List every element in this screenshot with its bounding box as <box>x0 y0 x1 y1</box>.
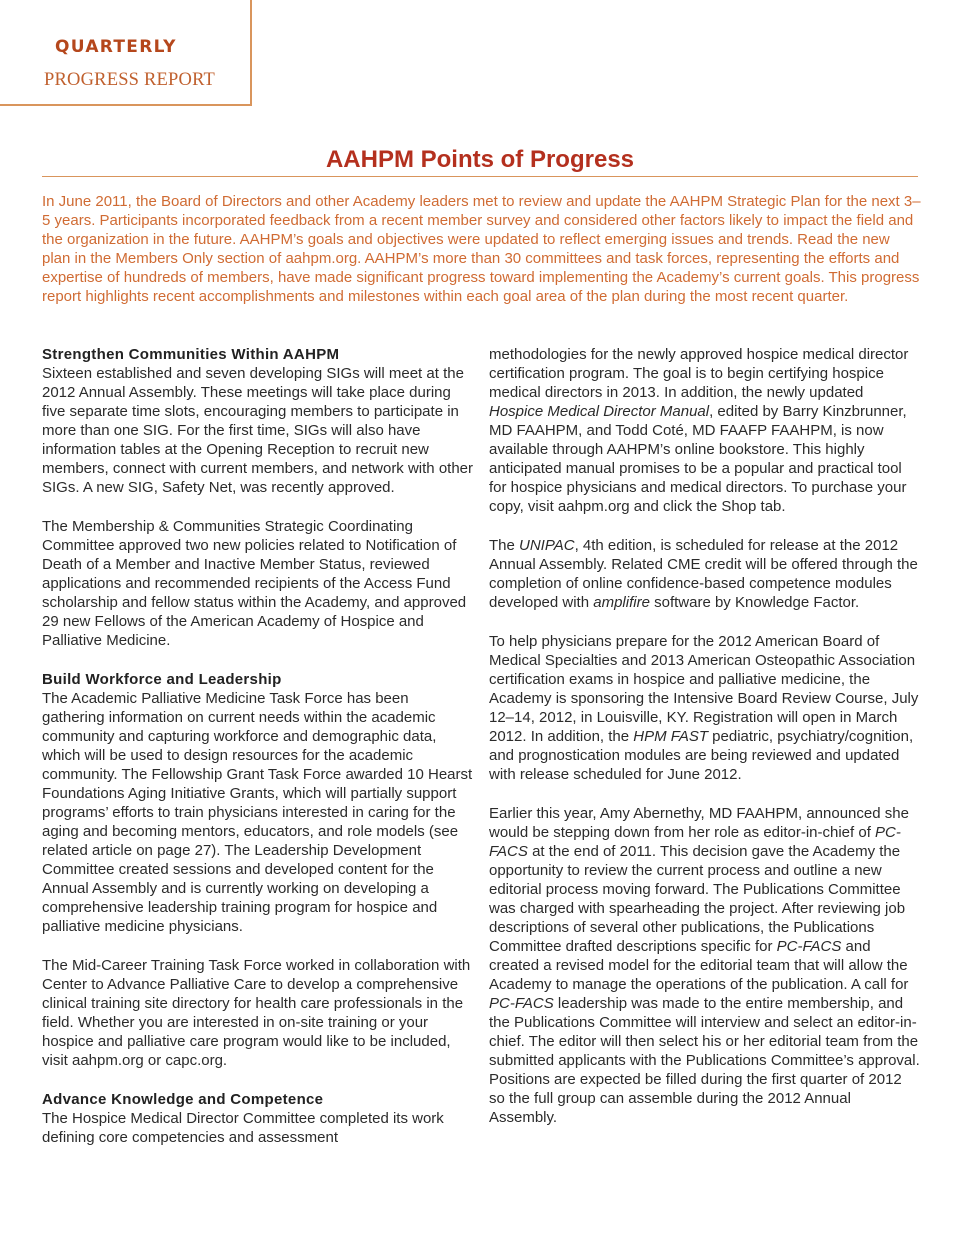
section-heading-knowledge: Advance Knowledge and Competence <box>42 1091 324 1108</box>
section-kicker-subtitle: PROGRESS REPORT <box>44 70 216 90</box>
paragraph: methodologies for the newly approved hospice medical director certification program. The goal is to begin certifying hospice medical directors in 2013. In addition, the newly updated Hospice Medical Director Manual, edited by Barry Kinzbrunner, MD FAAHPM, and Todd Coté, MD FAAFP FAAHPM, is now available through AAHPM’s online bookstore. This highly anticipated manual promises to be a popular and practical tool for hospice physicians and medical directors. To purchase your copy, visit aahpm.org and click the Shop tab. <box>489 346 909 515</box>
paragraph: The Mid-Career Training Task Force worked in collaboration with Center to Advance Palliative Care to develop a comprehensive clinical training site directory for health care professionals in the field. Whether you are interested in on-site training or your hospice and palliative care program would like to be included, visit aahpm.org or capc.org. <box>42 957 471 1069</box>
paragraph: The Academic Palliative Medicine Task Force has been gathering information on current needs within the academic community and capturing workforce and demographic data, which will be used to design resources for the academic community. The Fellowship Grant Task Force awarded 10 Hearst Foundations Aging Initiative Grants, which will partially support programs’ efforts to train physicians interested in caring for the aging and becoming mentors, educators, and role models (see related article on page 27). The Leadership Development Committee created sessions and developed content for the Annual Assembly and is currently working on developing a comprehensive leadership training program for hospice and palliative medicine physicians. <box>42 690 473 935</box>
product-title: UNIPAC <box>519 537 575 554</box>
publication-title: PC-FACS <box>489 824 901 860</box>
intro-paragraph: In June 2011, the Board of Directors and other Academy leaders met to review and update the AAHPM Strategic Plan for the next 3–5 years. Participants incorporated feedback from a recent member survey and considered other factors likely to impact the field and the organization in the future. AAHPM’s goals and objectives were updated to reflect emerging issues and trends. Read the new plan in the Members Only section of aahpm.org. AAHPM’s more than 30 committees and task forces, representing the efforts and expertise of hundreds of members, have made significant progress toward implementing the Academy’s current goals. This progress report highlights recent accomplishments and milestones within each goal area of the plan during the most recent quarter. <box>42 193 921 305</box>
section-kicker: QUARTERLY <box>55 37 177 57</box>
header-box <box>0 0 252 106</box>
right-column <box>489 345 921 1147</box>
paragraph: To help physicians prepare for the 2012 American Board of Medical Specialties and 2013 American Osteopathic Association certification exams in hospice and palliative medicine, the Academy is sponsoring the Intensive Board Review Course, July 12–14, 2012, in Louisville, KY. Registration will open in March 2012. In addition, the HPM FAST pediatric, psychiatry/cognition, and prognostication modules are being reviewed and updated with release scheduled for June 2012. <box>489 633 919 783</box>
section-heading-workforce: Build Workforce and Leadership <box>42 671 282 688</box>
publication-title: PC-FACS <box>489 995 554 1012</box>
book-title: Hospice Medical Director Manual <box>489 403 710 420</box>
paragraph: The UNIPAC, 4th edition, is scheduled for release at the 2012 Annual Assembly. Related CME credit will be offered through the completion of online confidence-based competence modules developed with amplifire software by Knowledge Factor. <box>489 537 918 611</box>
page-title: AAHPM Points of Progress <box>325 146 635 173</box>
title-divider <box>42 176 918 177</box>
publication-title: PC-FACS <box>776 938 842 955</box>
section-heading-communities: Strengthen Communities Within AAHPM <box>42 346 340 363</box>
product-title: amplifire <box>593 594 650 611</box>
left-column <box>42 345 474 1167</box>
paragraph: The Hospice Medical Director Committee completed its work defining core competencies and assessment <box>42 1110 444 1146</box>
paragraph: The Membership & Communities Strategic Coordinating Committee approved two new policies related to Notification of Death of a Member and Inactive Member Status, reviewed applications and recommended recipients of the Access Fund scholarship and fellow status within the Academy, and approved 29 new Fellows of the American Academy of Hospice and Palliative Medicine. <box>42 518 467 649</box>
product-title: HPM FAST <box>633 728 709 745</box>
paragraph: Sixteen established and seven developing SIGs will meet at the 2012 Annual Assembly. These meetings will take place during five separate time slots, encouraging members to participate in more than one SIG. For the first time, SIGs will also have information tables at the Opening Reception to recruit new members, connect with current members, and network with other SIGs. A new SIG, Safety Net, was recently approved. <box>42 365 474 496</box>
paragraph: Earlier this year, Amy Abernethy, MD FAAHPM, announced she would be stepping down from her role as editor-in-chief of PC-FACS at the end of 2011. This decision gave the Academy the opportunity to review the current process and outline a new editorial process moving forward. The Publications Committee was charged with spearheading the project. After reviewing job descriptions of several other publications, the Publications Committee drafted descriptions specific for PC-FACS and created a revised model for the editorial team that will allow the Academy to manage the operations of the publication. A call for PC-FACS leadership was made to the entire membership, and the Publications Committee will interview and select an editor-in-chief. The editor will then select his or her editorial team from the submitted applicants with the Publications Committee’s approval. Positions are expected be filled during the first quarter of 2012 so the full group can assemble during the 2012 Annual Assembly. <box>489 805 920 1126</box>
